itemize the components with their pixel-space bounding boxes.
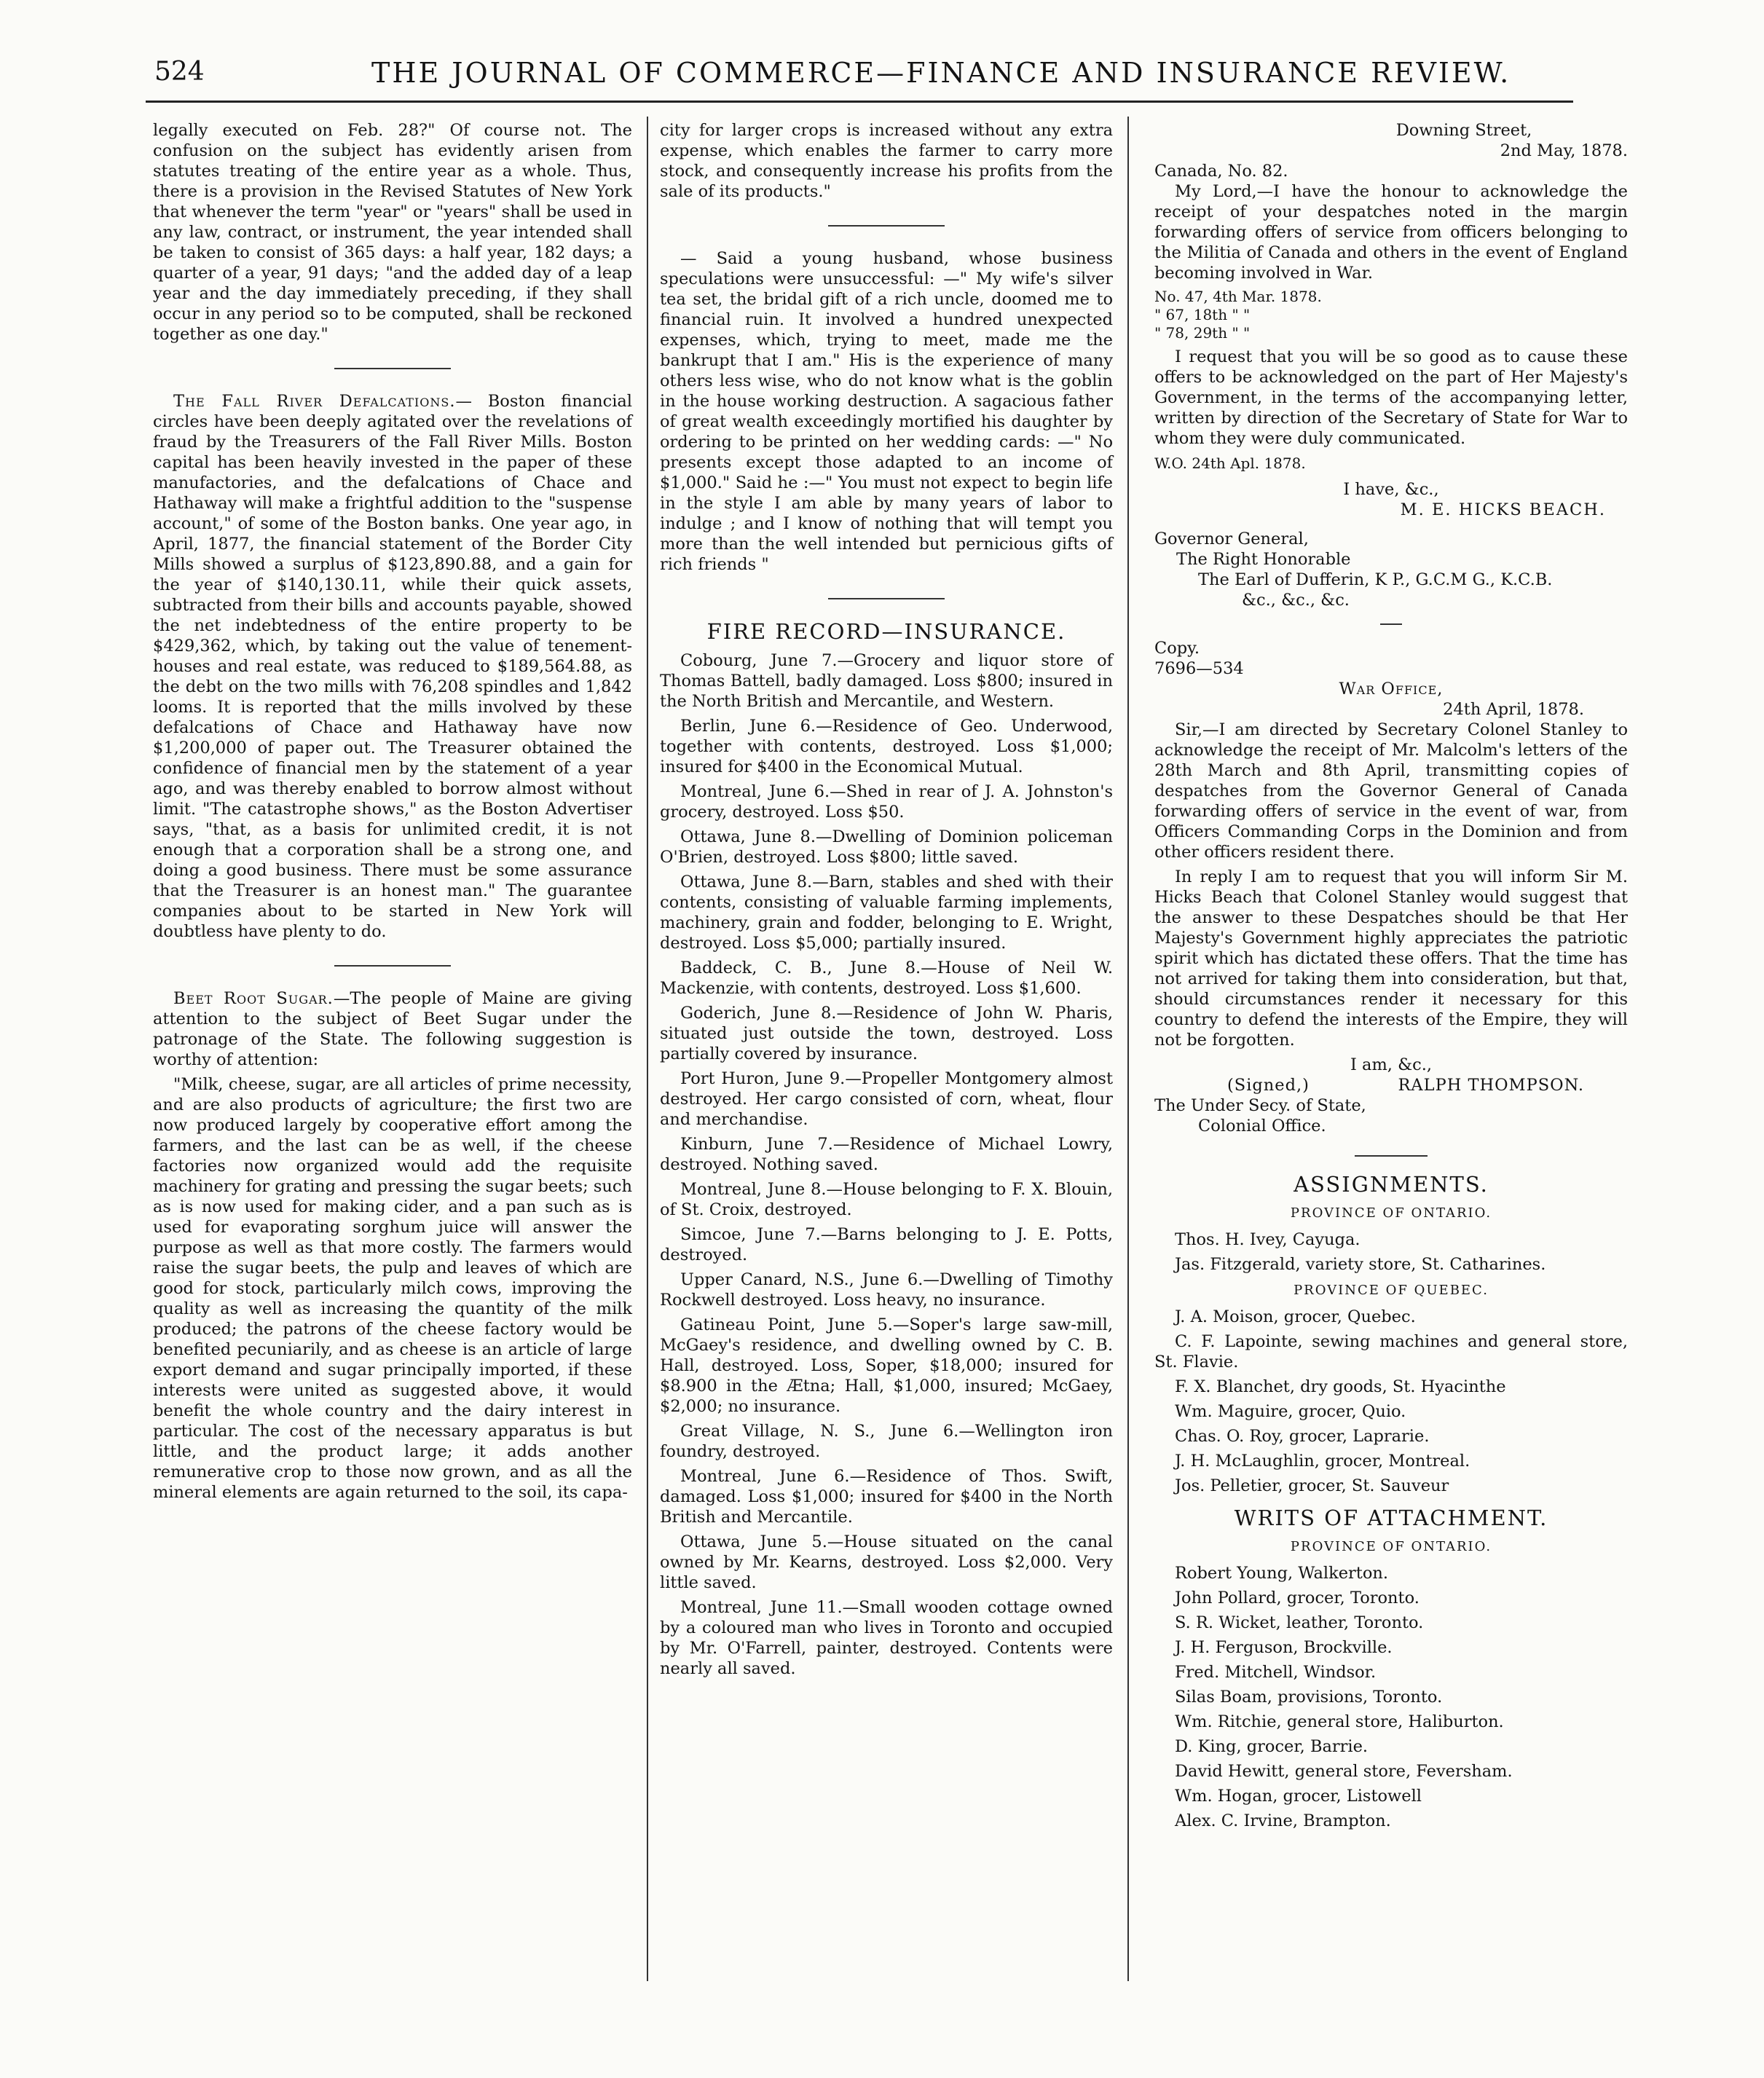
fire-record-item: Goderich, June 8.—Residence of John W. Pharis, situated just outside the town, destroyed. Loss partially covered by insurance. [660, 1004, 1113, 1063]
province-ontario: PROVINCE OF ONTARIO. [1290, 1205, 1492, 1221]
war-office-paragraph-1: Sir,—I am directed by Secretary Colonel Stanley to acknowledge the receipt of Mr. Malcolm's letters of the 28th March and 8th April, transmitting copies of despatches from the Governor General of Canada forwarding offers of service in the event of war, from Officers Commanding Corps in the Dominion and from other officers resident there. [1154, 720, 1628, 862]
province-quebec: PROVINCE OF QUEBEC. [1294, 1283, 1489, 1298]
fire-record-item: Ottawa, June 5.—House situated on the canal owned by Mr. Kearns, destroyed. Loss $2,000. Very little saved. [660, 1532, 1113, 1592]
column-left [153, 120, 632, 1507]
war-office-paragraph-2: In reply I am to request that you will inform Sir M. Hicks Beach that Colonel Stanley would suggest that the answer to these Despatches should be that Her Majesty's Government highly appreciates the patriotic spirit which has dictated these offers. That the time has not arrived for taking them into consideration, but that, should circumstances render it necessary for this country to defend the interests of the Empire, they will not be forgotten. [1154, 867, 1628, 1050]
quebec-assignments [1154, 1307, 1628, 1496]
signature-name: RALPH THOMPSON. [1398, 1076, 1584, 1095]
margin-note: No. 47, 4th Mar. 1878. [1154, 288, 1322, 305]
writ-item: Alex. C. Irvine, Brampton. [1175, 1811, 1391, 1830]
writ-item: John Pollard, grocer, Toronto. [1175, 1589, 1420, 1607]
margin-note: " 67, 18th " " [1154, 306, 1251, 323]
copy-label: Copy. [1154, 639, 1200, 658]
writs-title: WRITS OF ATTACHMENT. [1234, 1506, 1548, 1530]
address-line: The Earl of Dufferin, K P., G.C.M G., K.C.B. [1198, 570, 1553, 589]
war-office-date: 24th April, 1878. [1443, 700, 1584, 719]
assignment-item: Chas. O. Roy, grocer, Laprarie. [1175, 1427, 1430, 1446]
assignment-item: Jos. Pelletier, grocer, St. Sauveur [1175, 1476, 1449, 1495]
fire-record-item: Simcoe, June 7.—Barns belonging to J. E. Potts, destroyed. [660, 1225, 1113, 1264]
letter-reference: Canada, No. 82. [1154, 162, 1288, 181]
writ-item: Robert Young, Walkerton. [1175, 1564, 1389, 1583]
column-right [1154, 120, 1628, 1835]
margin-note: " 78, 29th " " [1154, 324, 1251, 342]
fire-record-item: Ottawa, June 8.—Dwelling of Dominion policeman O'Brien, destroyed. Loss $800; little saved. [660, 827, 1113, 867]
fall-river-heading: The Fall River Defalcations. [173, 392, 456, 411]
signatory-office: Colonial Office. [1198, 1117, 1326, 1136]
address-line: The Right Honorable [1176, 550, 1351, 569]
running-title: THE JOURNAL OF COMMERCE—FINANCE AND INSURANCE REVIEW. [371, 57, 1511, 89]
writ-item: Silas Boam, provisions, Toronto. [1175, 1688, 1443, 1707]
letter-date: 2nd May, 1878. [1500, 141, 1628, 160]
separator [334, 965, 451, 967]
copy-reference: 7696—534 [1154, 659, 1244, 678]
beet-sugar-quote: "Milk, cheese, sugar, are all articles of prime necessity, and are also products of agriculture; the first two are now produced largely by cooperative effort among the farmers, and the last can be as well, if the cheese factories now organized would add the requisite machinery for grating and pressing the sugar beets; such as is now used for making cider, and a pan such as is used for evaporating sorghum juice will answer the purpose as well as that more costly. The farmers would raise the sugar beets, the pulp and leaves of which are good for stock, particularly milch cows, improving the quality as well as increasing the quantity of the milk produced; the patrons of the cheese factory would be benefited pecuniarily, and as cheese is an article of large export demand and sugar principally imported, if these interests were united as suggested above, it would benefit the whole country and the dairy interest in particular. The cost of the necessary apparatus is but little, and the product large; it adds another remunerative crop to those now grown, and as all the mineral elements are again returned to the soil, its capa- [153, 1075, 632, 1502]
fire-record-item: Ottawa, June 8.—Barn, stables and shed with their contents, consisting of valuable farming implements, machinery, grain and fodder, belonging to E. Wright, destroyed. Loss $5,000; partially insured. [660, 873, 1113, 953]
writ-item: David Hewitt, general store, Feversham. [1175, 1762, 1513, 1781]
beet-sugar-article [153, 988, 632, 1070]
separator [828, 225, 945, 227]
fire-record-item: Montreal, June 8.—House belonging to F. X. Blouin, of St. Croix, destroyed. [660, 1180, 1113, 1219]
fire-record-item: Port Huron, June 9.—Propeller Montgomery almost destroyed. Her cargo consisted of corn, wheat, flour and merchandise. [660, 1069, 1113, 1129]
writ-item: Wm. Ritchie, general store, Haliburton. [1175, 1712, 1504, 1731]
husband-paragraph: — Said a young husband, whose business speculations were unsuccessful: —" My wife's silver tea set, the bridal gift of a rich uncle, doomed me to financial ruin. It involved a hundred unexpected expenses, which, trying to meet, made me the bankrupt that I am." His is the experience of many others less wise, who do not know what is the goblin in the house working destruction. A sagacious father of great wealth exceedingly mortified his daughter by ordering to be printed on her wedding cards: —" No presents except those adapted to an income of $1,000." Said he :—" You must not expect to begin life in the style I am able by many years of labor to indulge ; and I know of nothing that will tempt you more than the well intended but pernicious gifts of rich friends " [660, 249, 1113, 574]
column-rule-right [1127, 117, 1129, 1981]
assignment-item: Thos. H. Ivey, Cayuga. [1175, 1230, 1361, 1249]
fire-record-item: Montreal, June 6.—Residence of Thos. Swift, damaged. Loss $1,000; insured for $400 in the North British and Mercantile. [660, 1467, 1113, 1527]
writ-item: D. King, grocer, Barrie. [1175, 1737, 1369, 1756]
assignment-item: Wm. Maguire, grocer, Quio. [1175, 1402, 1406, 1421]
assignment-item: C. F. Lapointe, sewing machines and general store, St. Flavie. [1154, 1332, 1628, 1371]
writs-province: PROVINCE OF ONTARIO. [1290, 1539, 1492, 1554]
letter-place: Downing Street, [1395, 121, 1532, 140]
writ-item: Wm. Hogan, grocer, Listowell [1175, 1787, 1422, 1806]
signature-thompson [1154, 1075, 1628, 1095]
assignments-title: ASSIGNMENTS. [1294, 1172, 1489, 1197]
address-line: &c., &c., &c. [1242, 591, 1350, 610]
ontario-assignments [1154, 1229, 1628, 1275]
assignment-item: F. X. Blanchet, dry goods, St. Hyacinthe [1175, 1377, 1506, 1396]
margin-notes [1154, 288, 1628, 342]
leap-year-paragraph: legally executed on Feb. 28?" Of course not. The confusion on the subject has evidently arisen from statutes treating of the entire year as a whole. Thus, there is a provision in the Revised Statutes of New York that whenever the term "year" or "years" shall be used in any law, contract, or instrument, the year intended shall be taken to consist of 365 days: a half year, 182 days; a quarter of a year, 91 days; "and the added day of a leap year and the day immediately preceding, if they shall occur in any period so to be computed, shall be reckoned together as one day." [153, 121, 632, 344]
letter-paragraph-1: My Lord,—I have the honour to acknowledge the receipt of your despatches noted in the margin forwarding offers of service from officers belonging to the Militia of Canada and others in the event of England becoming involved in War. [1154, 182, 1628, 283]
separator [828, 598, 945, 599]
fire-record-item: Gatineau Point, June 5.—Soper's large saw-mill, McGaey's residence, and dwelling owned by C. B. Hall, destroyed. Loss, Soper, $18,000; insured for $8.900 in the Ætna; Hall, $1,000, insured; McGaey, $2,000; no insurance. [660, 1315, 1113, 1416]
writs-list [1154, 1563, 1628, 1831]
writ-item: S. R. Wicket, leather, Toronto. [1175, 1613, 1424, 1632]
assignment-item: Jas. Fitzgerald, variety store, St. Catharines. [1175, 1255, 1546, 1274]
crops-paragraph: city for larger crops is increased without any extra expense, which enables the farmer to carry more stock, and consequently increase his profits from the sale of its products." [660, 121, 1113, 201]
separator [334, 368, 451, 369]
fire-record-item: Great Village, N. S., June 6.—Wellington iron foundry, destroyed. [660, 1422, 1113, 1461]
column-rule-left [647, 117, 648, 1981]
closing: I have, &c., [1343, 480, 1439, 499]
fall-river-body: — Boston financial circles have been deeply agitated over the revelations of fraud by the Treasurers of the Fall River Mills. Boston capital has been heavily invested in the paper of these manufactories, and the defalcations of Chace and Hathaway will make a frightful addition to the "suspense account," of some of the Boston banks. One year ago, in April, 1877, the financial statement of the Border City Mills showed a surplus of $123,890.88, and a gain for the year of $140,130.11, while their quick assets, subtracted from their bills and accounts payable, showed the net indebtedness of the entire property to be $429,362, which, by taking out the value of tenement-houses and real estate, was reduced to $189,564.88, as the debt on the two mills with 76,208 spindles and 1,842 looms. It is reported that the mills involved by these defalcations of Chace and Hathaway have now $1,200,000 of paper out. The Treasurer obtained the confidence of financial men by the statement of a year ago, and was thereby enabled to borrow almost without limit. "The catastrophe shows," as the Boston Advertiser says, "that, as a basis for unlimited credit, it is not enough that a corporation shall be a strong one, and doing a good business. There must be some assurance that the Treasurer is an honest man." The guarantee companies about to be started in New York will doubtless have plenty to do. [153, 392, 632, 941]
letter-paragraph-2: I request that you will be so good as to cause these offers to be acknowledged on the part of Her Majesty's Government, in the terms of the accompanying letter, written by direction of the Secretary of State for War to whom they were duly communicated. [1154, 347, 1628, 448]
page-number: 524 [154, 57, 205, 87]
page-header [146, 57, 1573, 103]
fire-record-item: Upper Canard, N.S., June 6.—Dwelling of Timothy Rockwell destroyed. Loss heavy, no insurance. [660, 1270, 1113, 1310]
fire-record-item: Kinburn, June 7.—Residence of Michael Lowry, destroyed. Nothing saved. [660, 1135, 1113, 1174]
signature-hicks-beach: M. E. HICKS BEACH. [1400, 500, 1606, 519]
signatory-title: The Under Secy. of State, [1154, 1096, 1366, 1115]
fire-record-item: Berlin, June 6.—Residence of Geo. Underwood, together with contents, destroyed. Loss $1,000; insured for $400 in the Economical Mutual. [660, 717, 1113, 776]
beet-sugar-body: —The people of Maine are giving attention to the subject of Beet Sugar under the patronage of the State. The following suggestion is worthy of attention: [153, 989, 633, 1069]
separator [1355, 1155, 1428, 1157]
fire-record-list [660, 650, 1113, 1679]
assignment-item: J. H. McLaughlin, grocer, Montreal. [1175, 1452, 1470, 1471]
column-middle [660, 120, 1113, 1683]
fire-record-item: Baddeck, C. B., June 8.—House of Neil W. Mackenzie, with contents, destroyed. Loss $1,600. [660, 959, 1113, 998]
short-rule [1380, 623, 1402, 625]
fire-record-item: Montreal, June 11.—Small wooden cottage owned by a coloured man who lives in Toronto and occupied by Mr. O'Farrell, painter, destroyed. Contents were nearly all saved. [660, 1598, 1113, 1678]
war-office-heading: War Office, [1339, 680, 1444, 698]
writ-item: J. H. Ferguson, Brockville. [1175, 1638, 1393, 1657]
signed-label: (Signed,) [1227, 1076, 1310, 1095]
assignment-item: J. A. Moison, grocer, Quebec. [1175, 1307, 1416, 1326]
fire-record-title: FIRE RECORD—INSURANCE. [706, 619, 1066, 644]
fire-record-item: Montreal, June 6.—Shed in rear of J. A. Johnston's grocery, destroyed. Loss $50. [660, 782, 1113, 822]
address-line: Governor General, [1154, 530, 1309, 548]
closing: I am, &c., [1350, 1055, 1433, 1074]
writ-item: Fred. Mitchell, Windsor. [1175, 1663, 1377, 1682]
beet-sugar-heading: Beet Root Sugar. [173, 989, 334, 1008]
fall-river-article [153, 391, 632, 942]
margin-note-war-office: W.O. 24th Apl. 1878. [1154, 454, 1306, 472]
fire-record-item: Cobourg, June 7.—Grocery and liquor store of Thomas Battell, badly damaged. Loss $800; insured in the North British and Mercantile, and Western. [660, 651, 1113, 711]
